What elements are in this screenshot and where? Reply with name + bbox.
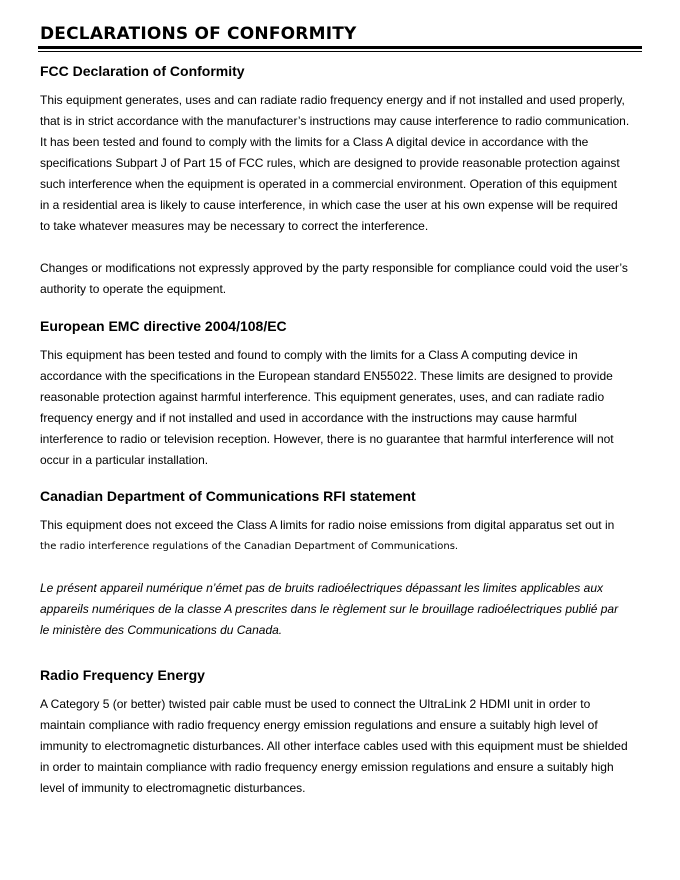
text-line: This equipment generates, uses and can radiate radio frequency energy and if not installed and used properly, [40,93,625,107]
text-line: It has been tested and found to comply with the limits for a Class A digital device in accordance with the [40,135,589,149]
text-line: the radio interference regulations of the Canadian Department of Communications. [40,541,459,552]
text-line: specifications Subpart J of Part 15 of FCC rules, which are designed to provide reasonable protection against [40,156,620,170]
text-line: le ministère des Communications du Canada. [40,623,283,637]
rf-paragraph [40,694,644,799]
fcc-paragraph-2 [40,258,644,300]
section-fcc [40,62,644,300]
text-line: A Category 5 (or better) twisted pair cable must be used to connect the UltraLink 2 HDMI unit in order to [40,697,591,711]
section-canadian-rfi [40,487,644,641]
section-radio-frequency-energy [40,666,644,799]
canadian-paragraph-english [40,515,644,557]
title-rule-thin [38,51,642,52]
text-line: interference to radio or television reception. However, there is no guarantee that harmful interference will not [40,432,614,446]
section-european-emc [40,317,644,471]
section-heading-european-emc: European EMC directive 2004/108/EC [40,318,287,334]
section-heading-fcc: FCC Declaration of Conformity [40,63,245,79]
text-line: such interference when the equipment is operated in a commercial environment. Operation of this equipment [40,177,617,191]
text-line: to take whatever measures may be necessary to correct the interference. [40,219,429,233]
section-heading-canadian-rfi: Canadian Department of Communications RFI statement [40,488,416,504]
title-rule-thick [38,46,642,49]
text-line: authority to operate the equipment. [40,282,227,296]
text-line: appareils numériques de la classe A prescrites dans le règlement sur le brouillage radioélectriques publié par [40,602,619,616]
text-line: This equipment has been tested and found to comply with the limits for a Class A computing device in [40,348,578,362]
text-line: in a residential area is likely to cause interference, in which case the user at his own expense will be required [40,198,618,212]
section-heading-radio-frequency-energy: Radio Frequency Energy [40,667,205,683]
text-line: immunity to electromagnetic disturbances. All other interface cables used with this equipment must be shielded [40,739,628,753]
text-line: This equipment does not exceed the Class A limits for radio noise emissions from digital apparatus set out in [40,518,615,532]
text-line: level of immunity to electromagnetic disturbances. [40,781,306,795]
page-title: DECLARATIONS OF CONFORMITY [40,24,357,44]
emc-paragraph [40,345,644,471]
text-line: frequency energy and if not installed and used in accordance with the instructions may cause harmful [40,411,577,425]
text-line: accordance with the specifications in the European standard EN55022. These limits are designed to provide [40,369,613,383]
text-line: occur in a particular installation. [40,453,209,467]
text-line: Le présent appareil numérique n’émet pas de bruits radioélectriques dépassant les limites applicables aux [40,581,603,595]
canadian-paragraph-french [40,578,644,641]
text-line: Changes or modifications not expressly approved by the party responsible for compliance could void the user’s [40,261,628,275]
text-line: that is in strict accordance with the manufacturer’s instructions may cause interference to radio communication. [40,114,630,128]
text-line: reasonable protection against harmful interference. This equipment generates, uses, and can radiate radio [40,390,605,404]
text-line: in order to maintain compliance with radio frequency energy emission regulations and ensure a suitably high [40,760,614,774]
text-line: maintain compliance with radio frequency energy emission regulations and ensure a suitably high level of [40,718,598,732]
fcc-paragraph-1 [40,90,644,237]
